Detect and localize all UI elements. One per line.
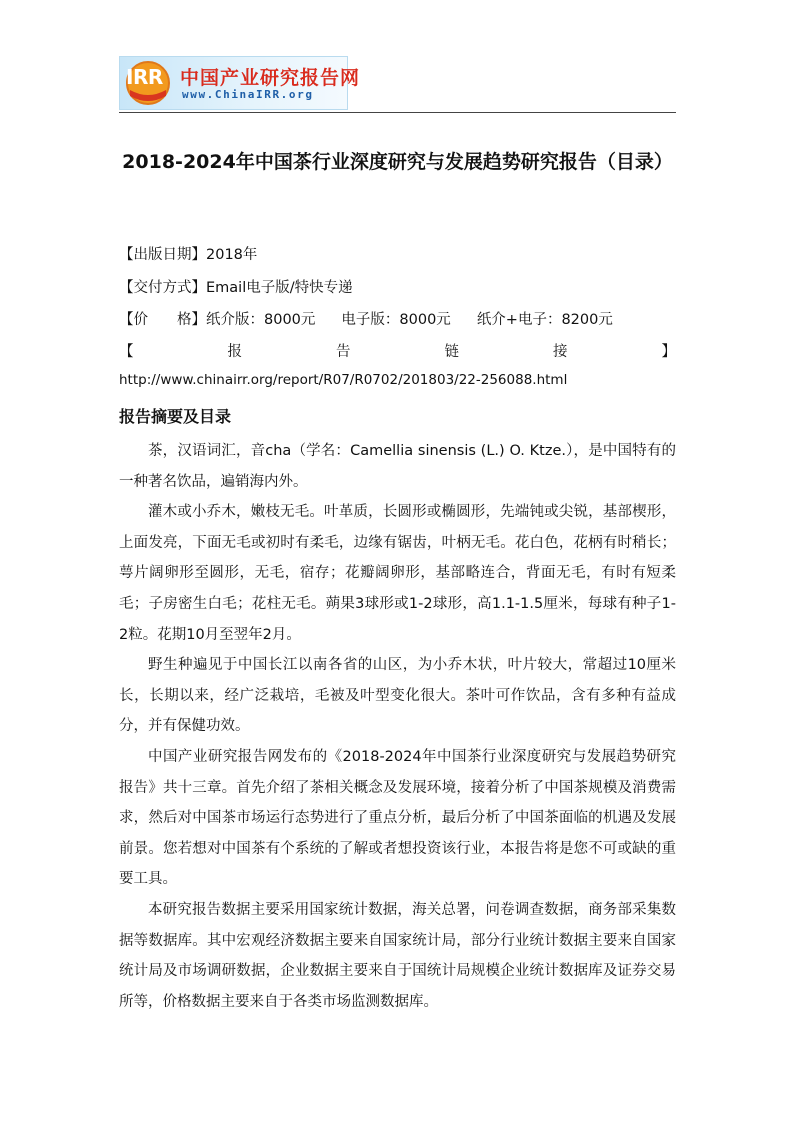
price-paper-electronic: 纸介+电子：8200元 xyxy=(476,312,613,328)
paragraph: 野生种遍见于中国长江以南各省的山区，为小乔木状，叶片较大，常超过10厘米长，长期以来，经广泛栽培，毛被及叶型变化很大。茶叶可作饮品，含有多种有益成分，并有保健功效。 xyxy=(119,657,676,735)
summary-body xyxy=(119,436,676,1017)
publish-date: 【出版日期】2018年 xyxy=(119,247,258,263)
link-label-char: 】 xyxy=(661,344,676,360)
link-label-char: 告 xyxy=(336,344,351,360)
logo-site-name: 中国产业研究报告网 xyxy=(180,67,361,89)
paragraph: 茶，汉语词汇，音cha（学名：Camellia sinensis (L.) O. Ktze.），是中国特有的一种著名饮品，遍销海内外。 xyxy=(119,443,676,490)
logo-site-url: www.ChinaIRR.org xyxy=(182,88,314,101)
price-line xyxy=(119,308,676,329)
report-link-label xyxy=(119,340,676,361)
section-heading-summary: 报告摘要及目录 xyxy=(119,407,232,426)
report-link-url[interactable]: http://www.chinairr.org/report/R07/R0702/201803/22-256088.html xyxy=(119,372,568,388)
link-label-char: 报 xyxy=(227,344,242,360)
site-logo[interactable] xyxy=(119,56,361,110)
price-paper: 纸介版：8000元 xyxy=(206,312,316,328)
price-electronic: 电子版：8000元 xyxy=(341,312,451,328)
delivery-method: 【交付方式】Email电子版/特快专递 xyxy=(119,280,353,296)
paragraph: 中国产业研究报告网发布的《2018-2024年中国茶行业深度研究与发展趋势研究报告》共十三章。首先介绍了茶相关概念及发展环境，接着分析了中国茶规模及消费需求，然后对中国茶市场运行态势进行了重点分析，最后分析了中国茶面临的机遇及发展前景。您若想对中国茶有个系统的了解或者想投资该行业，本报告将是您不可或缺的重要工具。 xyxy=(119,748,676,888)
link-label-char: 链 xyxy=(444,344,459,360)
logo-mark-text: IRR xyxy=(126,65,163,89)
header-divider xyxy=(119,112,676,113)
price-label: 【价 格】 xyxy=(119,312,206,328)
link-label-char: 【 xyxy=(119,344,134,360)
link-label-char: 接 xyxy=(553,344,568,360)
paragraph: 灌木或小乔木，嫩枝无毛。叶革质，长圆形或椭圆形，先端钝或尖锐，基部楔形，上面发亮，下面无毛或初时有柔毛，边缘有锯齿，叶柄无毛。花白色，花柄有时稍长；萼片阔卵形至圆形，无毛，宿存；花瓣阔卵形，基部略连合，背面无毛，有时有短柔毛；子房密生白毛；花柱无毛。蒴果3球形或1-2球形，高1.1-1.5厘米，每球有种子1-2粒。花期10月至翌年2月。 xyxy=(119,504,676,643)
paragraph: 本研究报告数据主要采用国家统计数据，海关总署，问卷调查数据，商务部采集数据等数据库。其中宏观经济数据主要来自国家统计局，部分行业统计数据主要来自国家统计局及市场调研数据，企业数据主要来自于国统计局规模企业统计数据库及证券交易所等，价格数据主要来自于各类市场监测数据库。 xyxy=(119,901,676,1010)
report-title: 2018-2024年中国茶行业深度研究与发展趋势研究报告（目录） xyxy=(122,151,673,173)
